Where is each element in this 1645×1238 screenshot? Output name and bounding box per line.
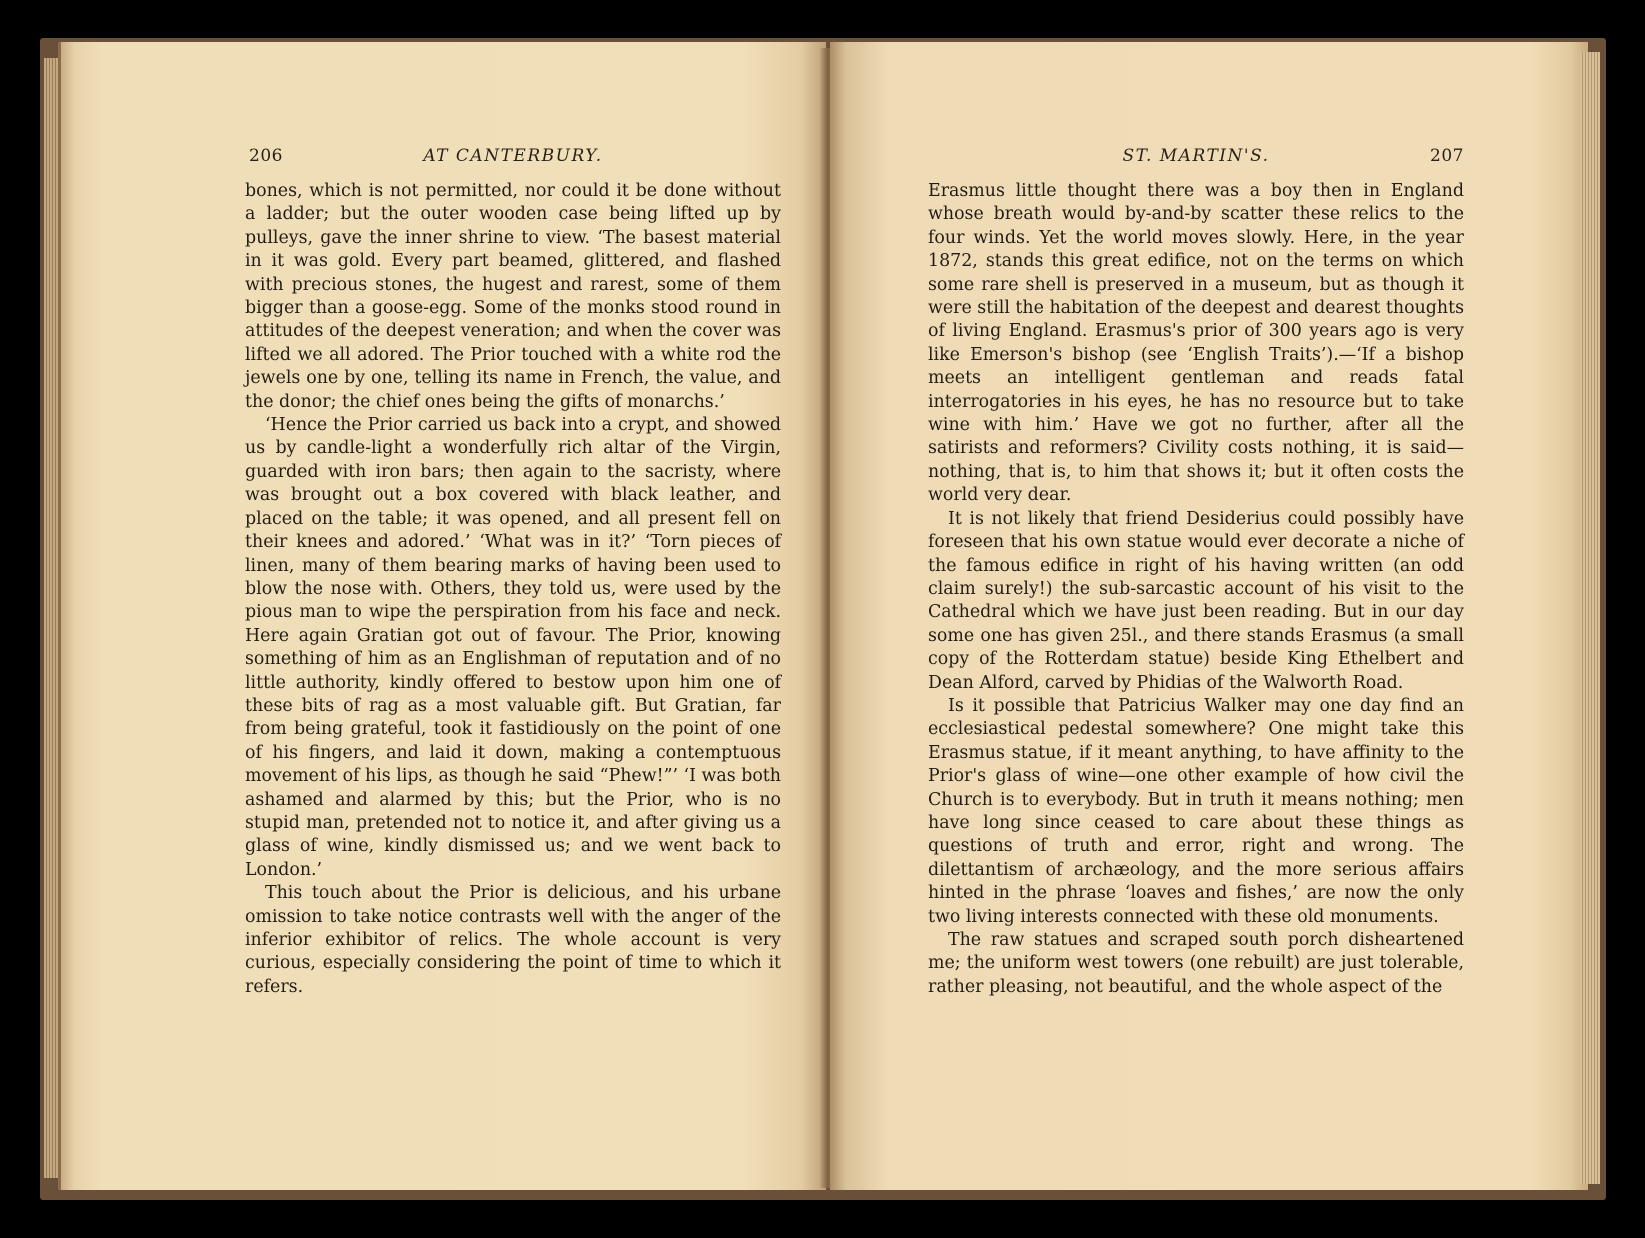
left-paragraph-3: This touch about the Prior is delicious, and his urbane omission to take notice contrasts well with the anger of the inferior exhibitor of relics. The whole account is very curious, especially considering the point of time to which it refers. [245,883,781,997]
right-paragraph-3: Is it possible that Patricius Walker may one day find an ecclesiastical pedestal somewhere? One might take this Erasmus statue, if it meant anything, to have affinity to the Prior's glass of wine—one other example of how civil the Church is to everybody. But in truth it means nothing; men have long since ceased to care about these things as questions of truth and error, right and wrong. The dilettantism of archæology, and the more serious affairs hinted in the phrase ‘loaves and fishes,’ are now the only two living interests connected with these old monuments. [928,695,1464,927]
right-page-text [928,180,1464,999]
right-paragraph-2: It is not likely that friend Desiderius could possibly have foreseen that his own statue would ever decorate a niche of the famous edifice in right of his having written (an odd claim surely!) the sub-sarcastic account of his visit to the Cathedral which we have just been reading. But in our day some one has given 25l., and there stands Erasmus (a small copy of the Rotterdam statue) beside King Ethelbert and Dean Alford, carved by Phidias of the Walworth Road. [928,508,1464,693]
left-page-edges [44,58,58,1178]
left-paragraph-2: ‘Hence the Prior carried us back into a crypt, and showed us by candle-light a wonderfully rich altar of the Virgin, guarded with iron bars; then again to the sacristy, where was brought out a box covered with black leather, and placed on the table; it was opened, and all present fell on their knees and adored.’ ‘What was in it?’ ‘Torn pieces of linen, many of them bearing marks of having been used to blow the nose with. Others, they told us, were used by the pious man to wipe the perspiration from his face and neck. Here again Gratian got out of favour. The Prior, knowing something of him as an Englishman of reputation and of no little authority, kindly offered to bestow upon him one of these bits of rag as a most valuable gift. But Gratian, far from being grateful, took it fastidiously on the point of one of his fingers, and laid it down, making a contemptuous movement of his lips, as though he said “Phew!”’ ‘I was both ashamed and alarmed by this; but the Prior, who is no stupid man, pretended not to notice it, and after giving us a glass of wine, kindly dismissed us; and we went back to London.’ [245,415,781,880]
right-running-head: ST. MARTIN'S. [1122,146,1270,166]
left-page-number: 206 [249,146,283,166]
right-page [830,42,1588,1190]
right-page-edges [1580,52,1600,1184]
left-page-text [245,180,781,999]
left-paragraph-1: bones, which is not permitted, nor could it be done without a ladder; but the outer wooden case being lifted up by pulleys, gave the inner shrine to view. ‘The basest material in it was gold. Every part beamed, glittered, and flashed with precious stones, the hugest and rarest, some of them bigger than a goose-egg. Some of the monks stood round in attitudes of the deepest veneration; and when the cover was lifted we all adored. The Prior touched with a white rod the jewels one by one, telling its name in French, the value, and the donor; the chief ones being the gifts of monarchs.’ [245,181,781,412]
left-page-header [249,146,785,170]
open-book [40,38,1606,1200]
right-page-header [928,146,1464,170]
right-paragraph-1: Erasmus little thought there was a boy then in England whose breath would by-and-by scatter these relics to the four winds. Yet the world moves slowly. Here, in the year 1872, stands this great edifice, not on the terms on which some rare shell is preserved in a museum, but as though it were still the habitation of the deepest and dearest thoughts of living England. Erasmus's prior of 300 years ago is very like Emerson's bishop (see ‘English Traits’).—‘If a bishop meets an intelligent gentleman and reads fatal interrogatories in his eyes, he has no resource but to take wine with him.’ Have we got no further, after all the satirists and reformers? Civility costs nothing, it is said—nothing, that is, to him that shows it; but it often costs the world very dear. [928,181,1465,506]
left-running-head: AT CANTERBURY. [423,146,603,166]
right-paragraph-4: The raw statues and scraped south porch disheartened me; the uniform west towers (one rebuilt) are just tolerable, rather pleasing, not beautiful, and the whole aspect of the [928,930,1464,997]
right-page-number: 207 [1430,146,1464,166]
left-page [58,42,826,1190]
